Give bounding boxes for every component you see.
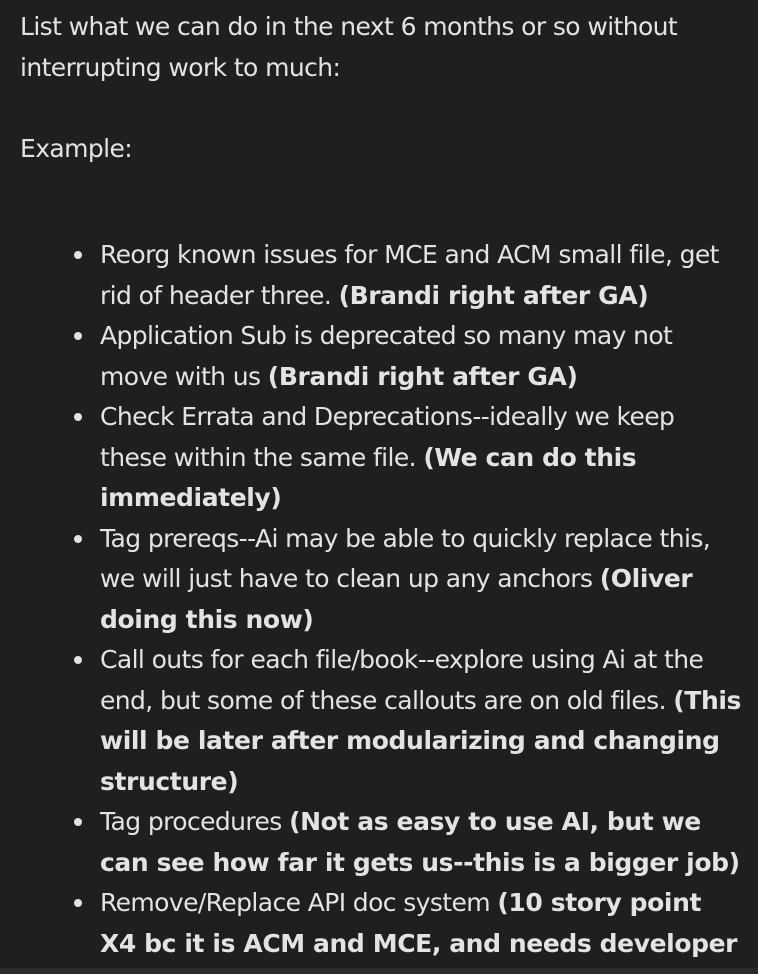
paragraph-spacer <box>20 88 744 129</box>
item-note: (Oliver doing this now) <box>100 564 693 634</box>
item-text: Tag prereqs--Ai may be able to quickly replace this, we will just have to clean up any anchors <box>100 523 711 593</box>
list-item <box>100 316 744 397</box>
item-text: Check Errata and Deprecations--ideally we keep these within the same file. <box>100 402 675 472</box>
item-note: (Brandi right after GA) <box>338 280 649 310</box>
item-text: Reorg known issues for MCE and ACM small file, get rid of header three. <box>100 240 719 310</box>
item-note: (10 story point X4 bc it is ACM and MCE, and needs developer <box>100 888 738 958</box>
list-item <box>100 397 744 519</box>
bullet-icon <box>74 656 82 664</box>
list-item <box>100 640 744 802</box>
bullet-icon <box>74 535 82 543</box>
item-text: Remove/Replace API doc system <box>100 888 491 917</box>
item-text: Application Sub is deprecated so many may not move with us <box>100 321 673 391</box>
item-text: Call outs for each file/book--explore using Ai at the end, but some of these callouts are on old files. <box>100 645 704 715</box>
bullet-icon <box>74 818 82 826</box>
list-item <box>100 802 744 883</box>
bullet-icon <box>74 332 82 340</box>
message-body <box>20 7 744 964</box>
bullet-icon <box>74 413 82 421</box>
paragraph-spacer <box>20 169 744 235</box>
item-note: (We can do this immediately) <box>100 442 637 512</box>
bottom-divider <box>0 968 758 974</box>
bullet-icon <box>74 899 82 907</box>
intro-text: List what we can do in the next 6 months or so without interrupting work to much: <box>20 12 678 82</box>
item-note: (Not as easy to use AI, but we can see how far it gets us--this is a bigger job) <box>100 807 740 877</box>
item-note: (This will be later after modularizing and changing structure) <box>100 685 742 796</box>
task-list <box>20 235 744 964</box>
bullet-icon <box>74 251 82 259</box>
example-label: Example: <box>20 133 133 163</box>
item-note: (Brandi right after GA) <box>267 361 578 391</box>
list-item <box>100 519 744 641</box>
list-item <box>100 883 744 964</box>
item-text: Tag procedures <box>100 807 282 836</box>
list-item <box>100 235 744 316</box>
